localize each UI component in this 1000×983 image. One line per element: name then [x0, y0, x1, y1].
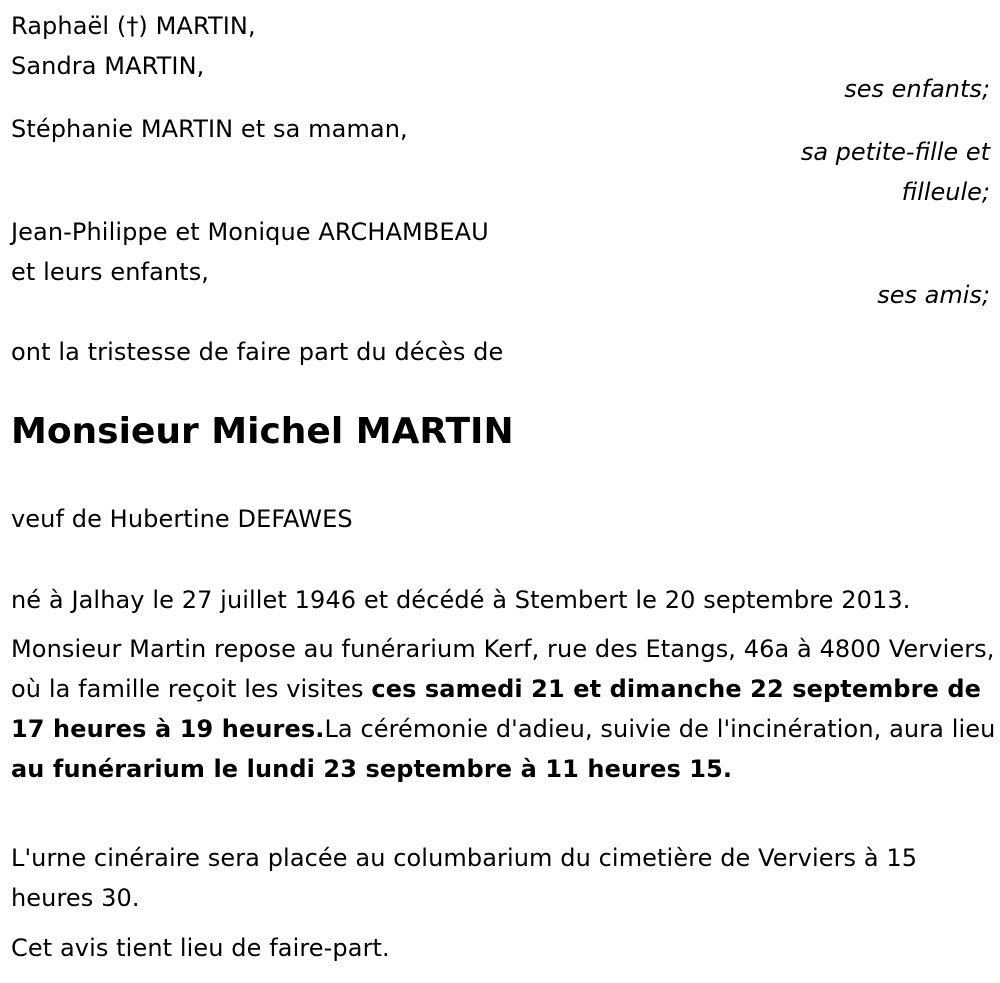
- visitation-text-1: Monsieur Martin repose au funérarium Kerf, rue des Etangs, 46a à 4800 Verviers, où la famille reçoit les visites: [11, 635, 995, 703]
- announcement-text: ont la tristesse de faire part du décès de: [11, 338, 504, 366]
- visitation-dates: ces samedi 21 et dimanche 22 septembre de 17 heures à 19 heures.: [11, 675, 982, 743]
- visitation-paragraph: [11, 629, 996, 789]
- closing-line: Cet avis tient lieu de faire-part.: [11, 934, 390, 962]
- ceremony-date: au funérarium le lundi 23 septembre à 11 heures 15.: [11, 755, 733, 783]
- role-granddaughter-line-2: filleule;: [901, 178, 990, 206]
- role-friends: ses amis;: [877, 281, 990, 309]
- role-children: ses enfants;: [844, 75, 990, 103]
- urn-paragraph: L'urne cinéraire sera placée au columbarium du cimetière de Verviers à 15 heures 30.: [11, 844, 918, 912]
- deceased-name: Monsieur Michel MARTIN: [11, 411, 514, 452]
- family-granddaughter: Stéphanie MARTIN et sa maman,: [11, 115, 408, 143]
- widower-of: veuf de Hubertine DEFAWES: [11, 505, 353, 533]
- family-friends-line-2: et leurs enfants,: [11, 258, 210, 286]
- role-granddaughter-line-1: sa petite-fille et: [800, 138, 990, 166]
- birth-death-line: né à Jalhay le 27 juillet 1946 et décédé à Stembert le 20 septembre 2013.: [11, 586, 911, 614]
- ceremony-text: La cérémonie d'adieu, suivie de l'incinération, aura lieu: [324, 715, 996, 743]
- family-child-1: Raphaël (†) MARTIN,: [11, 12, 256, 40]
- family-child-2: Sandra MARTIN,: [11, 52, 205, 80]
- family-friends-line-1: Jean-Philippe et Monique ARCHAMBEAU: [11, 218, 489, 246]
